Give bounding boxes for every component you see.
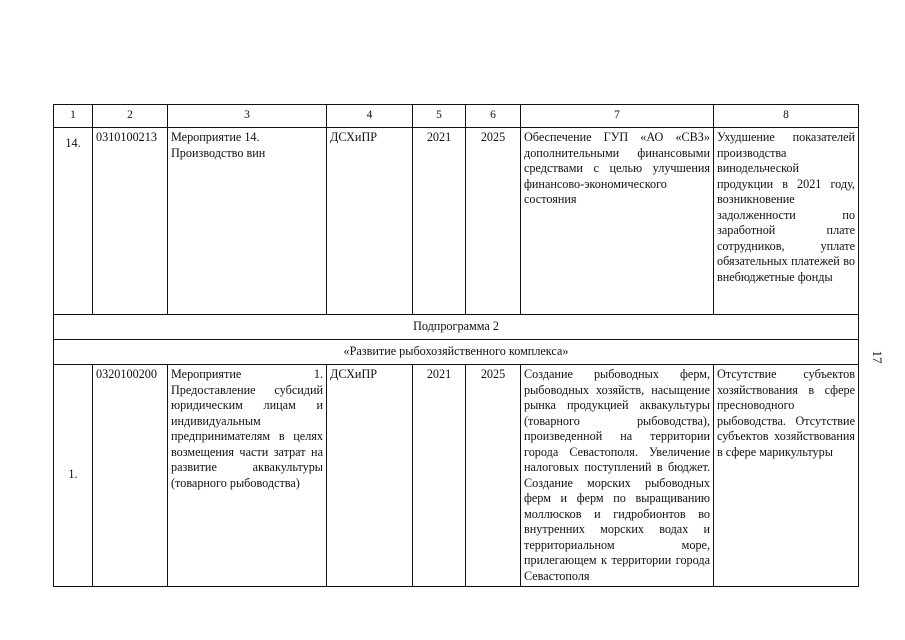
row-title: Мероприятие 1. Предоставление субсидий юридическим лицам и индивидуальным предпринимателям в целях возмещения части затрат на развитие аквакультуры (товарного рыбоводства) <box>168 365 327 587</box>
header-cell-1: 1 <box>54 105 93 128</box>
header-cell-6: 6 <box>466 105 521 128</box>
row-title: Мероприятие 14. Производство вин <box>168 128 327 315</box>
row-result: Создание рыбоводных ферм, рыбоводных хозяйств, насыщение рынка продукцией аквакультуры (товарного рыбоводства), произведенной на территории города Севастополя. Увеличение налоговых поступлений в бюджет. Создание морских рыбоводных ферм и ферм по выращиванию моллюсков и гидробионтов во внутренних морских водах и территориальном море, прилегающем к территории города Севастополя <box>521 365 714 587</box>
subprogram-name-row <box>54 340 859 365</box>
row-consequence: Ухудшение показателей производства винодельческой продукции в 2021 году, возникновение задолженности по заработной плате сотрудников, уплате обязательных платежей во внебюджетные фонды <box>714 128 859 315</box>
header-cell-5: 5 <box>413 105 466 128</box>
header-cell-3: 3 <box>168 105 327 128</box>
row-executor: ДСХиПР <box>327 365 413 587</box>
row-consequence: Отсутствие субъектов хозяйствования в сфере пресноводного рыбоводства. Отсутствие субъектов хозяйствования в сфере марикультуры <box>714 365 859 587</box>
row-result: Обеспечение ГУП «АО «СВЗ» дополнительными финансовыми средствами с целью улучшения финансово-экономического состояния <box>521 128 714 315</box>
header-row <box>54 105 859 128</box>
row-code: 0310100213 <box>93 128 168 315</box>
row-end-year: 2025 <box>466 128 521 315</box>
row-number: 14. <box>54 128 93 315</box>
page-number: 17 <box>870 350 885 364</box>
subprogram-name: «Развитие рыбохозяйственного комплекса» <box>54 340 859 365</box>
table-row <box>54 128 859 315</box>
row-number: 1. <box>54 365 93 587</box>
row-code: 0320100200 <box>93 365 168 587</box>
header-cell-8: 8 <box>714 105 859 128</box>
row-executor: ДСХиПР <box>327 128 413 315</box>
subprogram-label: Подпрограмма 2 <box>54 315 859 340</box>
row-start-year: 2021 <box>413 128 466 315</box>
row-end-year: 2025 <box>466 365 521 587</box>
measures-table <box>53 104 859 587</box>
row-start-year: 2021 <box>413 365 466 587</box>
header-cell-4: 4 <box>327 105 413 128</box>
table-row <box>54 365 859 587</box>
subprogram-label-row <box>54 315 859 340</box>
header-cell-2: 2 <box>93 105 168 128</box>
header-cell-7: 7 <box>521 105 714 128</box>
